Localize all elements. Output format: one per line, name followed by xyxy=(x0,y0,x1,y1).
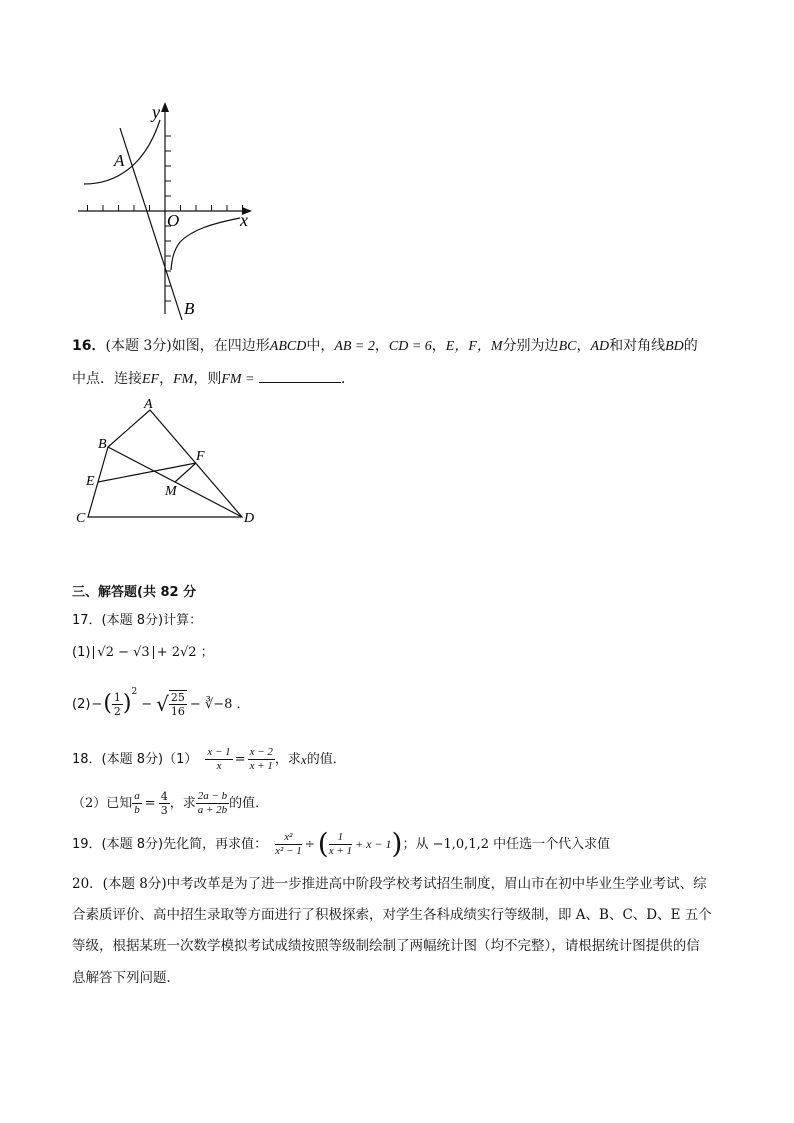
absolute-value: √2 − √3 xyxy=(93,646,153,659)
question-18-part2: （2）已知 $\frac{a}{b}$ = $\frac{4}{3}$ ，求 $\frac{2a - b}{a + 2b}$ 的值． xyxy=(72,790,269,817)
quadrilateral-abcd xyxy=(88,410,242,517)
label-b: B xyxy=(98,437,107,452)
question-19: 19．(本题 8分)先化简，再求值： $\frac{\text{x²}}{\text{x² − 1}}$ ÷ ( $\frac{1}{x + 1}$ + x − 1 ) ；从 −1,0,1,2 中任选一个代入求值 xyxy=(72,827,611,860)
label-m: M xyxy=(165,484,177,499)
label-b: B xyxy=(184,299,195,318)
question-20-line1: 20．(本题 8分)中考改革是为了进一步推进高中阶段学校考试招生制度，眉山市在初中毕业生学业考试、综 xyxy=(72,876,707,892)
fraction-4-3: $\frac{4}{3}$ xyxy=(160,790,168,817)
question-18-part1: 18．(本题 8分)（1） $\frac{x - 1}{x}$ = $\frac{x - 2}{x + 1}$ ，求 x 的值． xyxy=(72,746,346,772)
question-17-part2: (2) − ( $\frac{1}{2}$ ) 2 − √ $\frac{25}{16}$ − ∛−8 ． xyxy=(72,687,250,718)
label-e: E xyxy=(86,474,95,489)
answer-blank[interactable] xyxy=(259,370,341,383)
question-17-head: 17．(本题 8分)计算： xyxy=(72,613,203,628)
fraction-sqrt: $\frac{25}{16}$ xyxy=(170,691,185,718)
label-a: A xyxy=(144,397,153,412)
quadrilateral-figure xyxy=(72,396,262,528)
fraction-target: $\frac{2a - b}{a + 2b}$ xyxy=(197,790,228,816)
fraction-1: $\frac{x - 1}{x}$ xyxy=(207,746,231,772)
label-o: O xyxy=(167,211,180,230)
label-c: C xyxy=(76,511,86,526)
question-16-line1: 16．(本题 3分)如图，在四边形ABCD中，AB = 2，CD = 6，E，F，M分别为边BC，AD和对角线BD的 xyxy=(72,338,698,354)
fraction-2: $\frac{x - 2}{x + 1}$ xyxy=(249,746,273,772)
question-20-line3: 等级，根据某班一次数学模拟考试成绩按照等级制绘制了两幅统计图（均不完整），请根据统计图提供的信 xyxy=(72,938,700,954)
function-graph xyxy=(70,98,260,324)
question-16-line2: 中点．连接EF，FM，则FM = ． xyxy=(72,371,355,387)
fraction-a-b: $\frac{a}{b}$ xyxy=(134,790,140,816)
fraction-x2: $\frac{\text{x²}}{\text{x² − 1}}$ xyxy=(275,830,302,857)
segment-ef xyxy=(98,463,196,482)
question-17-part1: (1) √2 − √3 + 2√2 ； xyxy=(72,645,214,660)
y-axis-arrow xyxy=(161,102,169,112)
hyperbola-lower-branch xyxy=(171,218,240,270)
label-y: y xyxy=(152,102,160,122)
label-f: F xyxy=(196,449,205,464)
label-a: A xyxy=(114,151,125,170)
question-20-line2: 合素质评价、高中招生录取等方面进行了积极探索，对学生各科成绩实行等级制，即 A、B、C、D、E 五个 xyxy=(72,907,712,923)
fraction-inner: $\frac{1}{x + 1}$ xyxy=(328,830,353,857)
question-20-line4: 息解答下列问题． xyxy=(72,970,180,986)
fraction-half: $\frac{1}{2}$ xyxy=(113,690,121,718)
label-x: x xyxy=(240,210,248,230)
label-d: D xyxy=(244,511,255,526)
section-title: 三、解答题(共 82 分 xyxy=(72,585,197,600)
